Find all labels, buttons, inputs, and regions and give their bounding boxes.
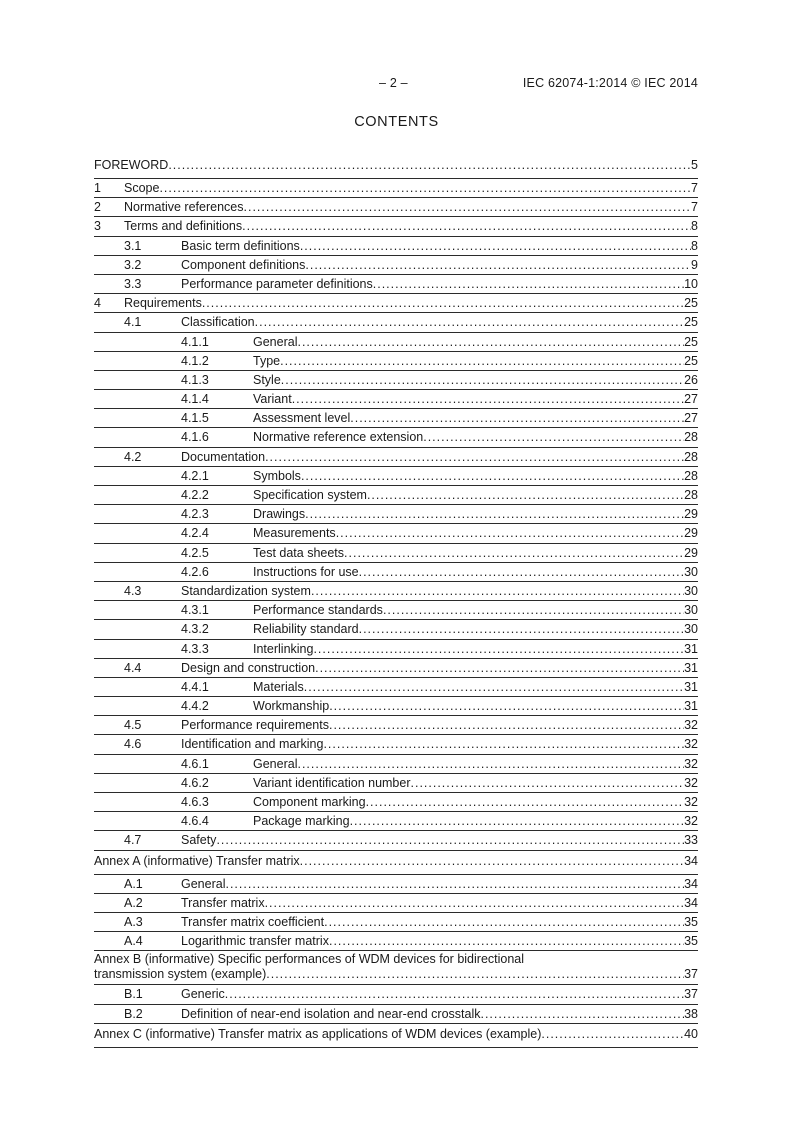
toc-entry-title: Documentation xyxy=(181,449,266,464)
toc-entry[interactable] xyxy=(94,601,698,620)
toc-entry[interactable] xyxy=(94,409,698,428)
toc-entry-title: FOREWORD xyxy=(94,158,169,172)
toc-entry-number: 2 xyxy=(94,200,101,215)
toc-entry-number: 4.1.4 xyxy=(181,392,209,407)
toc-entry[interactable] xyxy=(94,448,698,467)
toc-entry-page: 31 xyxy=(684,660,698,675)
toc-entry-page: 32 xyxy=(684,814,698,829)
toc-entry-page: 28 xyxy=(684,430,698,445)
toc-entry-page: 30 xyxy=(684,622,698,637)
toc-entry-title: Component marking xyxy=(253,795,366,809)
toc-entry[interactable] xyxy=(94,894,698,913)
toc-entry[interactable] xyxy=(94,505,698,524)
toc-entry-page: 31 xyxy=(684,679,698,694)
toc-entry-page: 32 xyxy=(684,718,698,733)
toc-entry-number: 4.3 xyxy=(124,583,142,598)
dot-leader xyxy=(336,524,684,543)
page-title: CONTENTS xyxy=(354,114,439,130)
dot-leader xyxy=(297,755,684,774)
dot-leader xyxy=(329,716,684,735)
dot-leader xyxy=(159,179,691,198)
toc-entry-title: Performance parameter definitions xyxy=(181,276,373,291)
dot-leader xyxy=(281,371,684,390)
toc-entry-number: 4.2.1 xyxy=(181,468,209,483)
toc-entry[interactable] xyxy=(94,985,698,1004)
dot-leader xyxy=(305,256,691,275)
toc-entry[interactable] xyxy=(94,913,698,932)
toc-entry-page: 35 xyxy=(684,934,698,949)
toc-entry-page: 29 xyxy=(684,526,698,541)
toc-entry[interactable] xyxy=(94,620,698,639)
toc-entry-number: A.3 xyxy=(124,914,143,929)
dot-leader xyxy=(480,1005,684,1024)
dot-leader xyxy=(265,448,684,467)
toc-entry-page: 25 xyxy=(684,296,698,311)
toc-entry-title: Performance requirements xyxy=(181,718,329,733)
toc-entry-title: Transfer matrix coefficient xyxy=(181,914,325,929)
toc-entry-title: Specification system xyxy=(253,488,367,502)
toc-entry-number: 4.5 xyxy=(124,718,142,733)
toc-entry-number: 4.3.3 xyxy=(181,641,209,656)
toc-entry-page: 7 xyxy=(691,200,698,215)
toc-entry-page: 8 xyxy=(691,219,698,234)
toc-entry-title: Workmanship xyxy=(253,699,330,714)
toc-entry-page: 26 xyxy=(684,372,698,387)
toc-entry[interactable] xyxy=(94,371,698,390)
toc-entry[interactable] xyxy=(94,198,698,217)
toc-entry-number: B.2 xyxy=(124,1006,143,1021)
toc-entry-title: Annex A (informative) Transfer matrix xyxy=(94,853,300,868)
toc-entry-title: Transfer matrix xyxy=(181,895,265,910)
dot-leader xyxy=(300,237,691,256)
toc-entry-page: 30 xyxy=(684,583,698,598)
toc-entry-page: 34 xyxy=(684,876,698,891)
toc-entry-page: 32 xyxy=(684,775,698,790)
toc-entry-title: Normative reference extension xyxy=(253,430,424,445)
toc-entry-page: 32 xyxy=(684,756,698,771)
toc-entry-number: 4.7 xyxy=(124,833,142,848)
dot-leader xyxy=(313,640,684,659)
table-of-contents xyxy=(94,155,698,1048)
toc-entry-number: 4.6.3 xyxy=(181,795,209,809)
toc-entry-page: 31 xyxy=(684,641,698,656)
toc-entry[interactable] xyxy=(94,486,698,505)
toc-entry[interactable] xyxy=(94,256,698,275)
toc-entry-title: Package marking xyxy=(253,814,350,829)
toc-entry-title: Assessment level xyxy=(253,411,351,426)
dot-leader xyxy=(423,428,684,447)
toc-entry[interactable] xyxy=(94,467,698,486)
toc-entry-page: 31 xyxy=(684,699,698,714)
toc-entry-page: 28 xyxy=(684,468,698,483)
dot-leader xyxy=(297,333,684,352)
toc-entry[interactable] xyxy=(94,582,698,601)
toc-entry[interactable] xyxy=(94,275,698,294)
dot-leader xyxy=(350,409,684,428)
toc-entry[interactable] xyxy=(94,179,698,198)
toc-entry-page: 28 xyxy=(684,488,698,502)
toc-entry-title: Reliability standard xyxy=(253,622,359,637)
toc-entry-title: Annex C (informative) Transfer matrix as applications of WDM devices (example) xyxy=(94,1026,542,1041)
toc-entry-number: 4.3.1 xyxy=(181,603,209,618)
toc-entry[interactable] xyxy=(94,333,698,352)
toc-entry-page: 34 xyxy=(684,895,698,910)
toc-entry-number: B.1 xyxy=(124,987,143,1002)
toc-entry-number: 4.4.2 xyxy=(181,699,209,714)
toc-entry-number: 4.1.2 xyxy=(181,353,209,368)
toc-entry-page: 37 xyxy=(684,987,698,1002)
toc-entry-title: Standardization system xyxy=(181,583,311,598)
toc-entry[interactable] xyxy=(94,1005,698,1024)
toc-entry[interactable] xyxy=(94,774,698,793)
dot-leader xyxy=(266,967,684,982)
toc-entry[interactable] xyxy=(94,678,698,697)
toc-entry[interactable] xyxy=(94,932,698,951)
dot-leader xyxy=(311,582,684,601)
toc-entry-number: 4.2.5 xyxy=(181,545,209,560)
toc-entry-title-continued: transmission system (example) xyxy=(94,967,267,982)
toc-entry-number: 4.1.3 xyxy=(181,372,209,387)
toc-entry-title: Interlinking xyxy=(253,641,314,656)
toc-entry-title: Instructions for use xyxy=(253,564,359,579)
toc-entry-title: General xyxy=(253,334,298,349)
toc-entry-page: 27 xyxy=(684,411,698,426)
toc-entry[interactable] xyxy=(94,390,698,409)
toc-entry-number: 4.2.3 xyxy=(181,507,209,522)
toc-entry-title: Requirements xyxy=(124,296,202,311)
toc-entry-page: 32 xyxy=(684,795,698,809)
dot-leader xyxy=(373,275,684,294)
toc-entry-title: Scope xyxy=(124,181,160,195)
dot-leader xyxy=(301,467,684,486)
toc-entry[interactable] xyxy=(94,735,698,754)
toc-entry-number: 4.2 xyxy=(124,449,142,464)
dot-leader xyxy=(324,913,684,932)
toc-entry-number: 3 xyxy=(94,219,101,234)
dot-leader xyxy=(255,313,684,332)
toc-entry-page: 29 xyxy=(684,545,698,560)
dot-leader xyxy=(168,155,691,176)
toc-entry-page: 38 xyxy=(684,1006,698,1021)
toc-entry-page: 7 xyxy=(691,181,698,195)
toc-entry-title: Classification xyxy=(181,315,255,330)
toc-entry[interactable] xyxy=(94,352,698,371)
toc-entry-title: Annex B (informative) Specific performances of WDM devices for bidirectional xyxy=(94,952,525,967)
dot-leader xyxy=(350,812,685,831)
dot-leader xyxy=(300,851,684,872)
toc-entry-title: Drawings xyxy=(253,507,306,522)
toc-entry-page: 37 xyxy=(684,967,698,982)
dot-leader xyxy=(292,390,684,409)
dot-leader xyxy=(383,601,684,620)
dot-leader xyxy=(265,894,685,913)
toc-entry[interactable] xyxy=(94,313,698,332)
toc-entry-page: 32 xyxy=(684,737,698,752)
toc-entry-page: 28 xyxy=(684,449,698,464)
toc-entry-number: 4.2.2 xyxy=(181,488,209,502)
toc-entry-number: 3.3 xyxy=(124,276,142,291)
dot-leader xyxy=(244,198,692,217)
toc-entry-title: Symbols xyxy=(253,468,301,483)
toc-entry-title: Style xyxy=(253,372,281,387)
toc-entry-title: Definition of near-end isolation and near-end crosstalk xyxy=(181,1006,481,1021)
toc-entry-title: Variant xyxy=(253,392,292,407)
toc-entry[interactable] xyxy=(94,640,698,659)
dot-leader xyxy=(359,620,684,639)
toc-entry-number: 4.6 xyxy=(124,737,142,752)
toc-entry-number: 4.1.5 xyxy=(181,411,209,426)
toc-entry-title: Type xyxy=(253,353,281,368)
toc-entry-page: 9 xyxy=(691,257,698,272)
toc-entry[interactable] xyxy=(94,812,698,831)
toc-entry-number: 4.4 xyxy=(124,660,142,675)
toc-entry[interactable] xyxy=(94,563,698,582)
toc-entry-page: 25 xyxy=(684,353,698,368)
dot-leader xyxy=(411,774,685,793)
toc-entry-title: Safety xyxy=(181,833,217,848)
toc-entry[interactable] xyxy=(94,716,698,735)
dot-leader xyxy=(305,505,684,524)
toc-entry[interactable] xyxy=(94,294,698,313)
toc-entry-number: 4.6.4 xyxy=(181,814,209,829)
toc-entry-number: 4.1 xyxy=(124,315,142,330)
dot-leader xyxy=(315,659,684,678)
toc-entry[interactable] xyxy=(94,217,698,236)
dot-leader xyxy=(366,793,685,812)
dot-leader xyxy=(242,217,691,236)
toc-entry[interactable] xyxy=(94,755,698,774)
dot-leader xyxy=(344,544,684,563)
toc-entry-title: Measurements xyxy=(253,526,336,541)
toc-entry-title: Design and construction xyxy=(181,660,316,675)
dot-leader xyxy=(329,697,684,716)
dot-leader xyxy=(367,486,684,505)
toc-entry[interactable] xyxy=(94,544,698,563)
toc-entry-number: 4.1.6 xyxy=(181,430,209,445)
dot-leader xyxy=(541,1024,684,1045)
toc-entry[interactable] xyxy=(94,659,698,678)
toc-entry-title: Component definitions xyxy=(181,257,306,272)
toc-entry-number: 4.6.2 xyxy=(181,775,209,790)
toc-entry-page: 35 xyxy=(684,914,698,929)
toc-entry[interactable] xyxy=(94,851,698,875)
toc-entry-page: 5 xyxy=(691,158,698,172)
toc-entry-page: 27 xyxy=(684,392,698,407)
dot-leader xyxy=(329,932,684,951)
toc-entry[interactable] xyxy=(94,875,698,894)
toc-entry-title: General xyxy=(181,876,226,891)
toc-entry-title: Terms and definitions xyxy=(124,219,243,234)
dot-leader xyxy=(202,294,684,313)
toc-entry-page: 25 xyxy=(684,334,698,349)
dot-leader xyxy=(225,875,684,894)
toc-entry-title: Test data sheets xyxy=(253,545,345,560)
toc-entry-page: 40 xyxy=(684,1026,698,1041)
toc-entry-page: 30 xyxy=(684,603,698,618)
toc-entry-number: 3.1 xyxy=(124,238,142,253)
toc-entry-number: 3.2 xyxy=(124,257,142,272)
toc-entry-title: Generic xyxy=(181,987,225,1002)
toc-entry-title: Performance standards xyxy=(253,603,383,618)
dot-leader xyxy=(359,563,684,582)
toc-entry-title: General xyxy=(253,756,298,771)
toc-entry-number: 4.2.6 xyxy=(181,564,209,579)
toc-entry[interactable] xyxy=(94,237,698,256)
toc-entry-page: 29 xyxy=(684,507,698,522)
toc-entry-number: 4.3.2 xyxy=(181,622,209,637)
dot-leader xyxy=(323,735,684,754)
toc-entry-number: 4.1.1 xyxy=(181,334,209,349)
toc-entry-page: 25 xyxy=(684,315,698,330)
toc-entry-number: 4.2.4 xyxy=(181,526,209,541)
toc-entry[interactable] xyxy=(94,524,698,543)
toc-entry-number: 1 xyxy=(94,181,101,195)
toc-entry-number: 4 xyxy=(94,296,101,311)
toc-entry-title: Basic term definitions xyxy=(181,238,300,253)
toc-entry[interactable] xyxy=(94,831,698,850)
toc-entry-page: 30 xyxy=(684,564,698,579)
toc-entry-title: Identification and marking xyxy=(181,737,324,752)
toc-entry[interactable] xyxy=(94,1024,698,1048)
toc-entry-number: A.1 xyxy=(124,876,143,891)
dot-leader xyxy=(280,352,684,371)
toc-entry-number: 4.4.1 xyxy=(181,679,209,694)
toc-entry-title: Materials xyxy=(253,679,304,694)
toc-entry-number: A.2 xyxy=(124,895,143,910)
toc-entry-title: Variant identification number xyxy=(253,775,411,790)
toc-entry[interactable] xyxy=(94,793,698,812)
toc-entry[interactable] xyxy=(94,155,698,179)
toc-entry[interactable] xyxy=(94,697,698,716)
dot-leader xyxy=(304,678,684,697)
toc-entry-title: Normative references xyxy=(124,200,244,215)
toc-entry-title: Logarithmic transfer matrix xyxy=(181,934,329,949)
page-number: – 2 – xyxy=(379,76,408,90)
dot-leader xyxy=(225,985,684,1004)
toc-entry[interactable] xyxy=(94,428,698,447)
toc-entry-number: A.4 xyxy=(124,934,143,949)
toc-entry-number: 4.6.1 xyxy=(181,756,209,771)
toc-entry-page: 34 xyxy=(684,853,698,868)
toc-entry[interactable] xyxy=(94,951,698,985)
toc-entry-page: 8 xyxy=(691,238,698,253)
toc-entry-page: 10 xyxy=(684,276,698,291)
dot-leader xyxy=(216,831,684,850)
toc-entry-page: 33 xyxy=(684,833,698,848)
document-reference: IEC 62074-1:2014 © IEC 2014 xyxy=(522,76,698,90)
